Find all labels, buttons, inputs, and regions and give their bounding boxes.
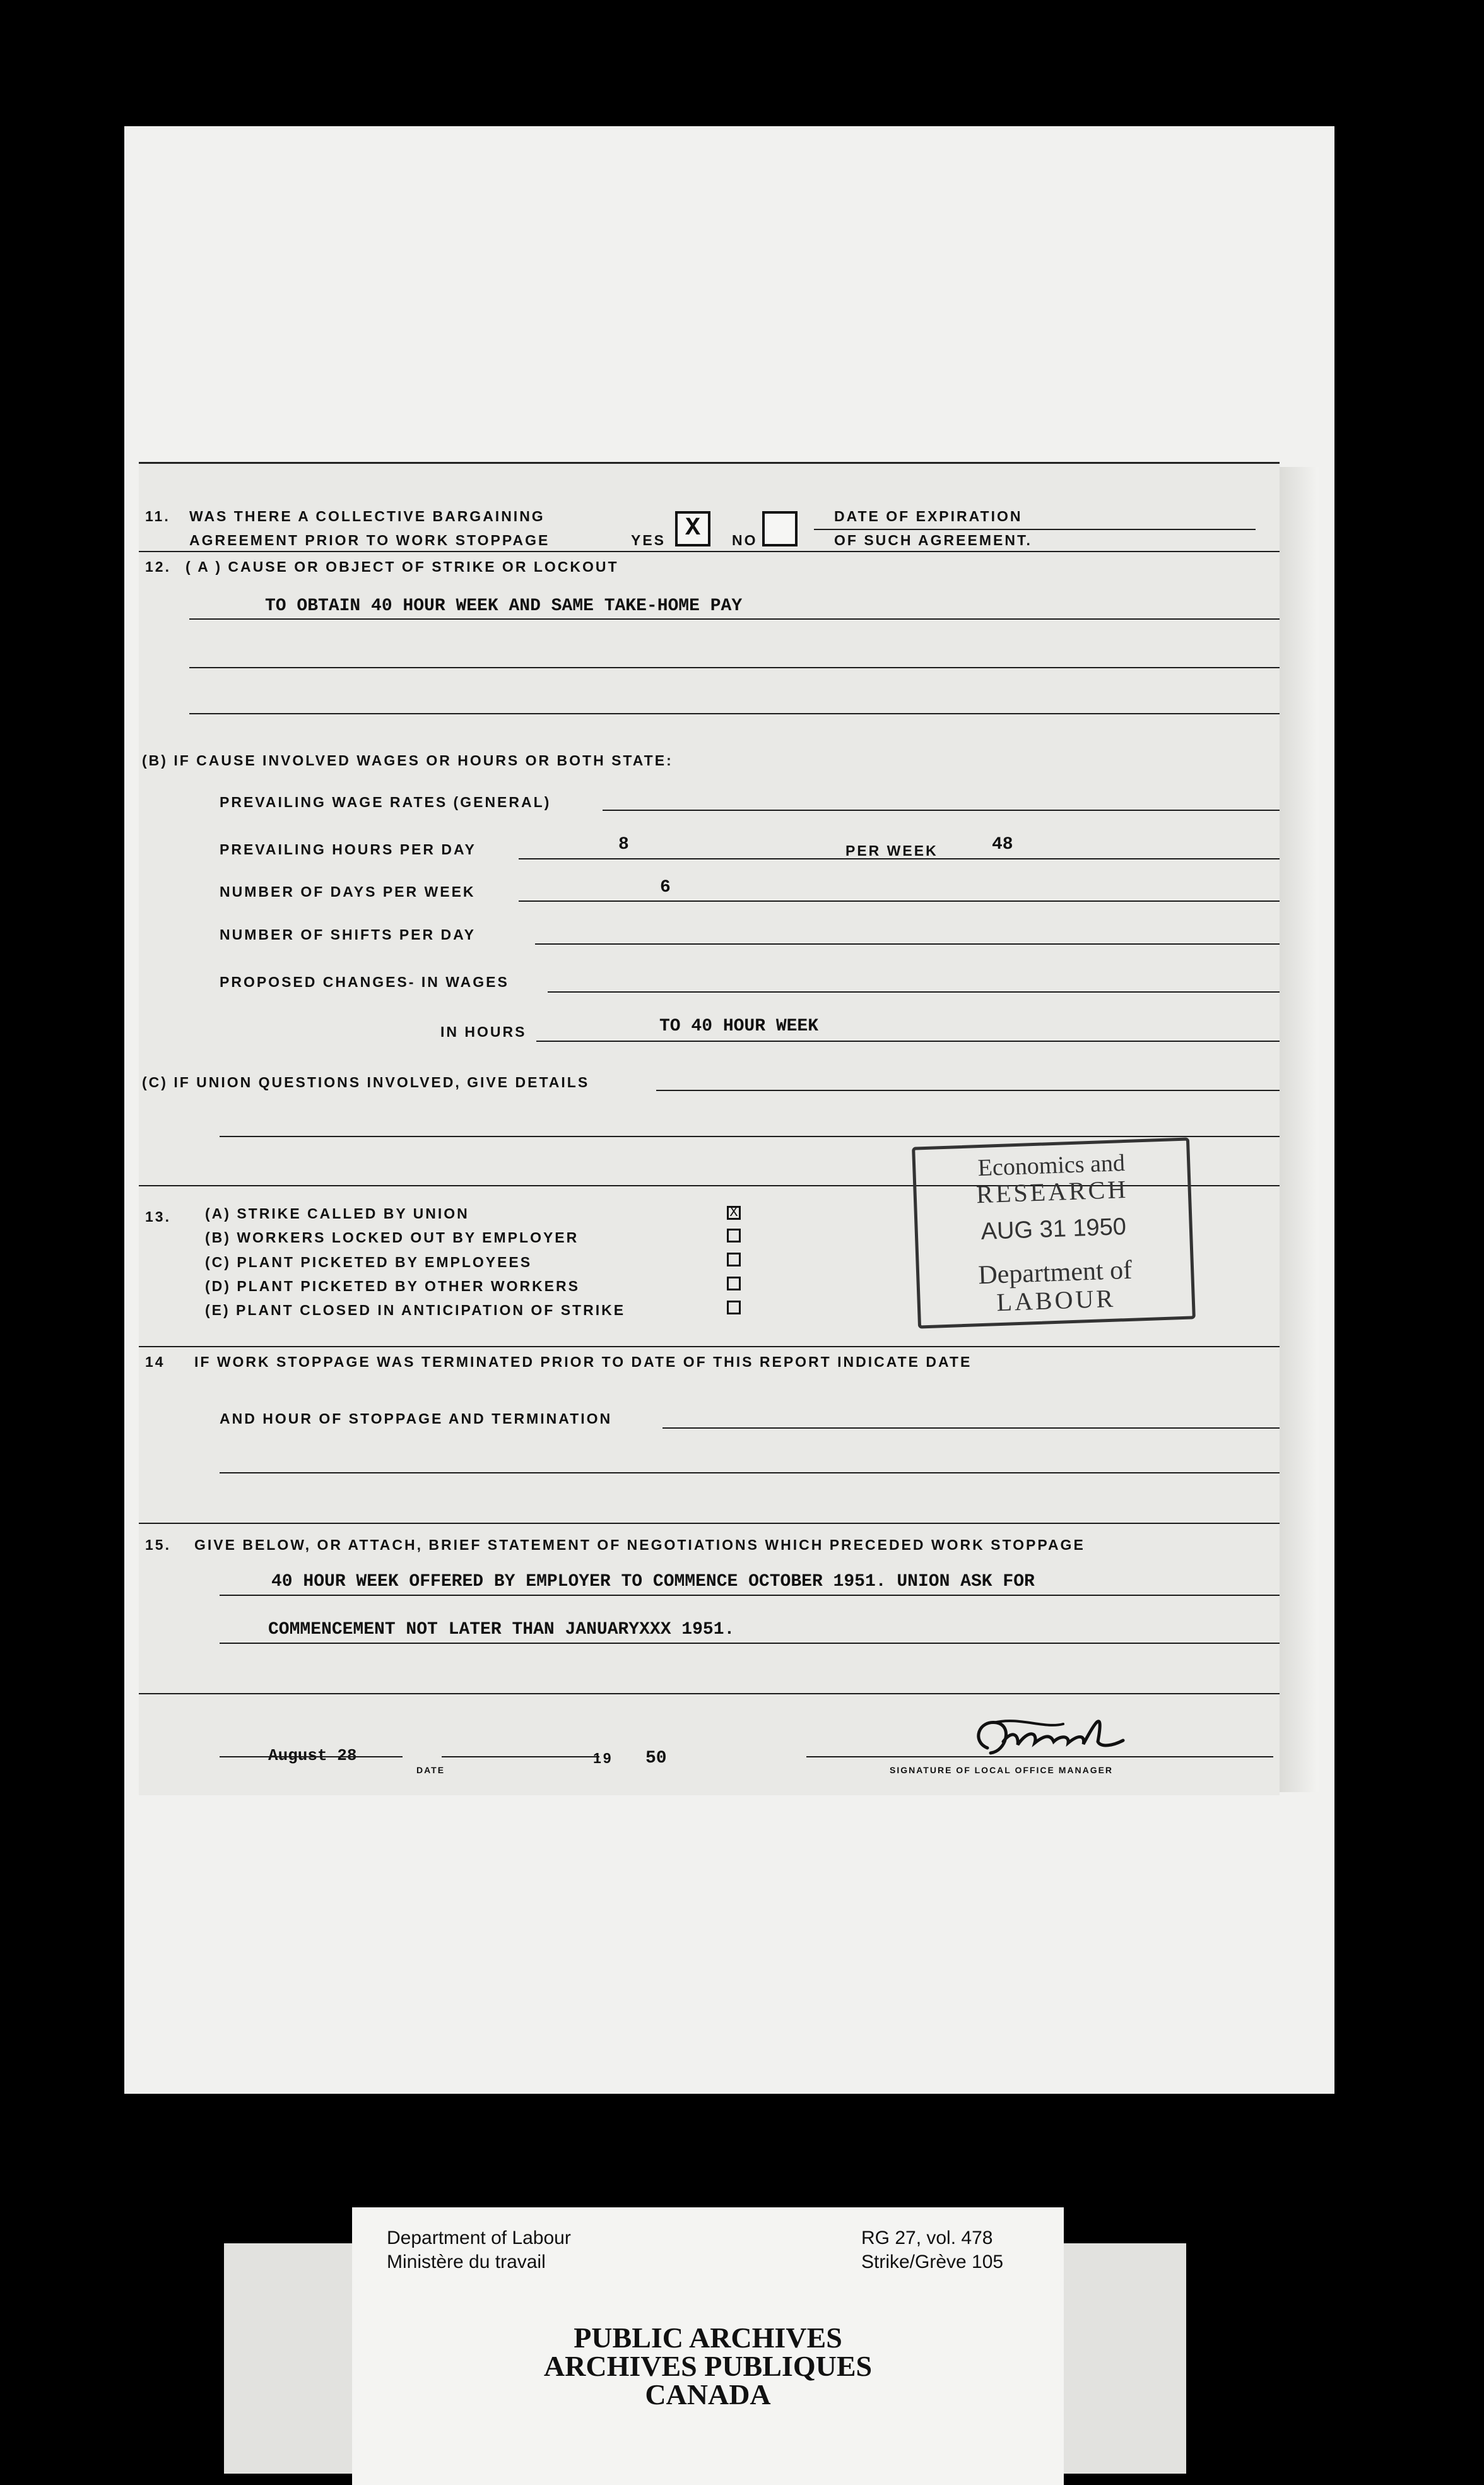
q13-number: 13. <box>145 1208 171 1225</box>
date-value: August 28 <box>268 1746 357 1765</box>
archive-ref: RG 27, vol. 478 <box>861 2228 993 2248</box>
q15-label: GIVE BELOW, OR ATTACH, BRIEF STATEMENT OF NEGOTIATIONS WHICH PRECEDED WORK STOPPAGE <box>194 1537 1085 1553</box>
q15-rule-1 <box>220 1595 1280 1596</box>
changes-hours-value: TO 40 HOUR WEEK <box>659 1017 819 1036</box>
year-rule <box>442 1756 599 1757</box>
q12-a-rule-2 <box>189 667 1280 668</box>
changes-hours-label: IN HOURS <box>440 1024 527 1040</box>
signature-label: SIGNATURE OF LOCAL OFFICE MANAGER <box>890 1765 1114 1775</box>
q13-item-b-label: (B) WORKERS LOCKED OUT BY EMPLOYER <box>205 1229 579 1246</box>
wage-rates-rule <box>603 810 1280 811</box>
q15-rule-2 <box>220 1643 1280 1644</box>
hours-per-day-value: 8 <box>618 835 629 854</box>
q11-expiration-rule <box>814 529 1256 530</box>
q13-item-d-checkbox[interactable] <box>727 1277 741 1290</box>
q13-item-e-checkbox[interactable] <box>727 1301 741 1314</box>
q11-number: 11. <box>145 508 170 524</box>
per-week-label: PER WEEK <box>845 842 938 859</box>
q13-item-a-label: (A) STRIKE CALLED BY UNION <box>205 1205 469 1222</box>
changes-wages-rule <box>548 991 1280 993</box>
strike-report-form <box>139 462 1280 1795</box>
q11-expiration-line1: DATE OF EXPIRATION <box>834 508 1023 524</box>
changes-hours-rule <box>536 1041 1280 1042</box>
archive-label <box>352 2207 1064 2485</box>
archive-dept-en: Department of Labour <box>387 2228 571 2248</box>
q12-a-label: ( A ) CAUSE OR OBJECT OF STRIKE OR LOCKOUT <box>186 558 619 575</box>
q13-item-e-label: (E) PLANT CLOSED IN ANTICIPATION OF STRIKE <box>205 1302 626 1318</box>
stamp-line3: Department of <box>977 1255 1133 1290</box>
days-per-week-rule <box>519 900 1280 902</box>
q12-a-value: TO OBTAIN 40 HOUR WEEK AND SAME TAKE-HOME PAY <box>265 596 743 616</box>
archive-line3: CANADA <box>645 2378 771 2411</box>
archive-line1: PUBLIC ARCHIVES <box>574 2322 842 2354</box>
year-value: 50 <box>645 1749 667 1768</box>
q14-line1: IF WORK STOPPAGE WAS TERMINATED PRIOR TO DATE OF THIS REPORT INDICATE DATE <box>194 1354 972 1370</box>
q12-b-label: (B) IF CAUSE INVOLVED WAGES OR HOURS OR BOTH STATE: <box>142 752 673 769</box>
date-strike-rule <box>220 1756 403 1757</box>
archive-dept-fr: Ministère du travail <box>387 2252 546 2272</box>
q12-a-rule-3 <box>189 713 1280 714</box>
q12-c-rule-2 <box>220 1136 1280 1137</box>
q14-rule-1 <box>662 1427 1280 1429</box>
stamp-line1: Economics and <box>977 1150 1126 1182</box>
q11-yes-checkbox[interactable]: X <box>675 511 710 546</box>
divider <box>139 1346 1280 1347</box>
archive-strike: Strike/Grève 105 <box>861 2252 1004 2272</box>
hours-per-day-label: PREVAILING HOURS PER DAY <box>220 841 476 858</box>
q13-item-a-checkbox[interactable]: X <box>727 1206 741 1220</box>
stamp-line4: LABOUR <box>996 1284 1116 1317</box>
q11-line1: WAS THERE A COLLECTIVE BARGAINING <box>189 508 545 524</box>
wage-rates-label: PREVAILING WAGE RATES (GENERAL) <box>220 794 551 810</box>
archive-line2: ARCHIVES PUBLIQUES <box>543 2350 873 2382</box>
per-week-value: 48 <box>992 835 1013 854</box>
days-per-week-value: 6 <box>660 878 671 897</box>
q14-number: 14 <box>145 1354 165 1370</box>
q15-number: 15. <box>145 1537 171 1553</box>
q13-item-b-checkbox[interactable] <box>727 1229 741 1242</box>
q14-rule-2 <box>220 1472 1280 1473</box>
q12-c-rule-1 <box>656 1090 1280 1091</box>
handwritten-signature <box>969 1704 1158 1780</box>
shifts-label: NUMBER OF SHIFTS PER DAY <box>220 926 476 943</box>
q13-item-d-label: (D) PLANT PICKETED BY OTHER WORKERS <box>205 1278 580 1294</box>
q12-a-rule-1 <box>189 618 1280 620</box>
q11-no-checkbox[interactable] <box>762 511 798 546</box>
q11-yes-label: YES <box>631 532 666 548</box>
divider <box>139 551 1280 552</box>
received-stamp <box>912 1137 1196 1328</box>
q14-line2: AND HOUR OF STOPPAGE AND TERMINATION <box>220 1410 613 1427</box>
q11-no-label: NO <box>732 532 758 548</box>
changes-wages-label: PROPOSED CHANGES- IN WAGES <box>220 974 509 990</box>
q12-c-label: (C) IF UNION QUESTIONS INVOLVED, GIVE DETAILS <box>142 1074 590 1090</box>
q15-line1: 40 HOUR WEEK OFFERED BY EMPLOYER TO COMMENCE OCTOBER 1951. UNION ASK FOR <box>271 1572 1035 1591</box>
date-label: DATE <box>416 1765 445 1775</box>
q11-line2: AGREEMENT PRIOR TO WORK STOPPAGE <box>189 532 550 548</box>
q15-rule-3 <box>139 1693 1280 1694</box>
q15-line2: COMMENCEMENT NOT LATER THAN JANUARYXXX 1951. <box>268 1620 735 1639</box>
divider <box>139 1523 1280 1524</box>
stamp-date: AUG 31 1950 <box>980 1213 1127 1246</box>
shifts-rule <box>535 943 1280 945</box>
year-prefix: 19 <box>593 1750 613 1766</box>
per-week-rule <box>943 858 1280 859</box>
q13-item-c-checkbox[interactable] <box>727 1253 741 1266</box>
q12-number: 12. <box>145 558 171 575</box>
stamp-line2: RESEARCH <box>975 1174 1129 1209</box>
days-per-week-label: NUMBER OF DAYS PER WEEK <box>220 883 476 900</box>
q11-expiration-line2: OF SUCH AGREEMENT. <box>834 532 1032 548</box>
q13-item-c-label: (C) PLANT PICKETED BY EMPLOYEES <box>205 1254 533 1270</box>
underlying-page-edge <box>1275 467 1319 1792</box>
